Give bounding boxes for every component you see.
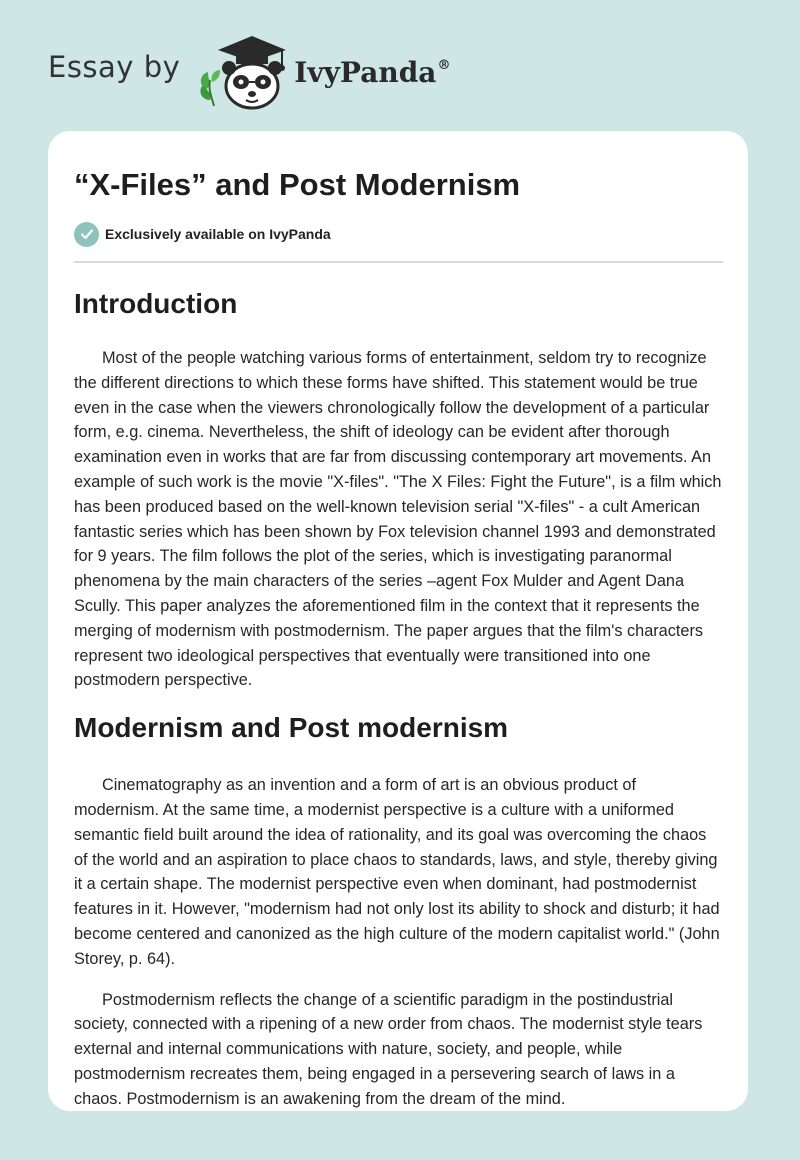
paragraph: Most of the people watching various forms of entertainment, seldom try to recognize the different directions to which these forms have shifted. This statement would be true even in the case when the viewers chronologically follow the development of a particular form, e.g. cinema. Nevertheless, the shift of ideology can be evident after thorough examination even in works that are far from discussing contemporary art movements. An example of such work is the movie "X-files". "The X Files: Fight the Future", is a film which has been produced based on the well-known television serial "X-files" - a cult American fantastic series which has been shown by Fox television channel 1993 and demonstrated for 9 years. The film follows the plot of the series, which is investigating paranormal phenomena by the main characters of the series –agent Fox Mulder and Agent Dana Scully. This paper analyzes the aforementioned film in the context that it represents the merging of modernism with postmodernism. The paper argues that the film's characters represent two ideological perspectives that eventually were transitioned into one postmodern perspective. [74, 349, 722, 690]
essay-card [48, 131, 748, 1111]
ivypanda-logo-icon [196, 30, 290, 110]
exclusive-badge [74, 221, 331, 247]
essay-content [74, 281, 724, 1111]
exclusive-text: Exclusively available on IvyPanda [105, 226, 331, 242]
essay-by-label: Essay by [48, 50, 181, 84]
paragraph: Cinematography as an invention and a form of art is an obvious product of modernism. At the same time, a modernist perspective is a culture with a uniformed semantic field built around the idea of rationality, and its goal was overcoming the chaos of the world and an aspiration to place chaos to standards, laws, and style, thereby giving it a certain shape. The modernist perspective even when dominant, had postmodernist features in it. However, "modernism had not only lost its ability to shock and disturb; it had become centered and canonized as the high culture of the modern capitalist world." (John Storey, p. 64). [74, 776, 720, 968]
paragraph: Postmodernism reflects the change of a scientific paradigm in the postindustrial society, connected with a ripening of a new order from chaos. The modernist style tears external and internal communications with nature, society, and people, while postmodernism recreates them, being engaged in a persevering search of laws in a chaos. Postmodernism is an awakening from the dream of the mind. [74, 990, 703, 1108]
page-title: “X-Files” and Post Modernism [74, 167, 521, 202]
brand-name: IvyPanda® [294, 55, 451, 89]
check-icon [74, 222, 99, 247]
trademark-symbol: ® [437, 57, 451, 73]
title-divider [74, 261, 723, 263]
section-heading-modernism: Modernism and Post modernism [74, 712, 509, 744]
brand-header [48, 30, 548, 110]
section-heading-introduction: Introduction [74, 288, 238, 319]
